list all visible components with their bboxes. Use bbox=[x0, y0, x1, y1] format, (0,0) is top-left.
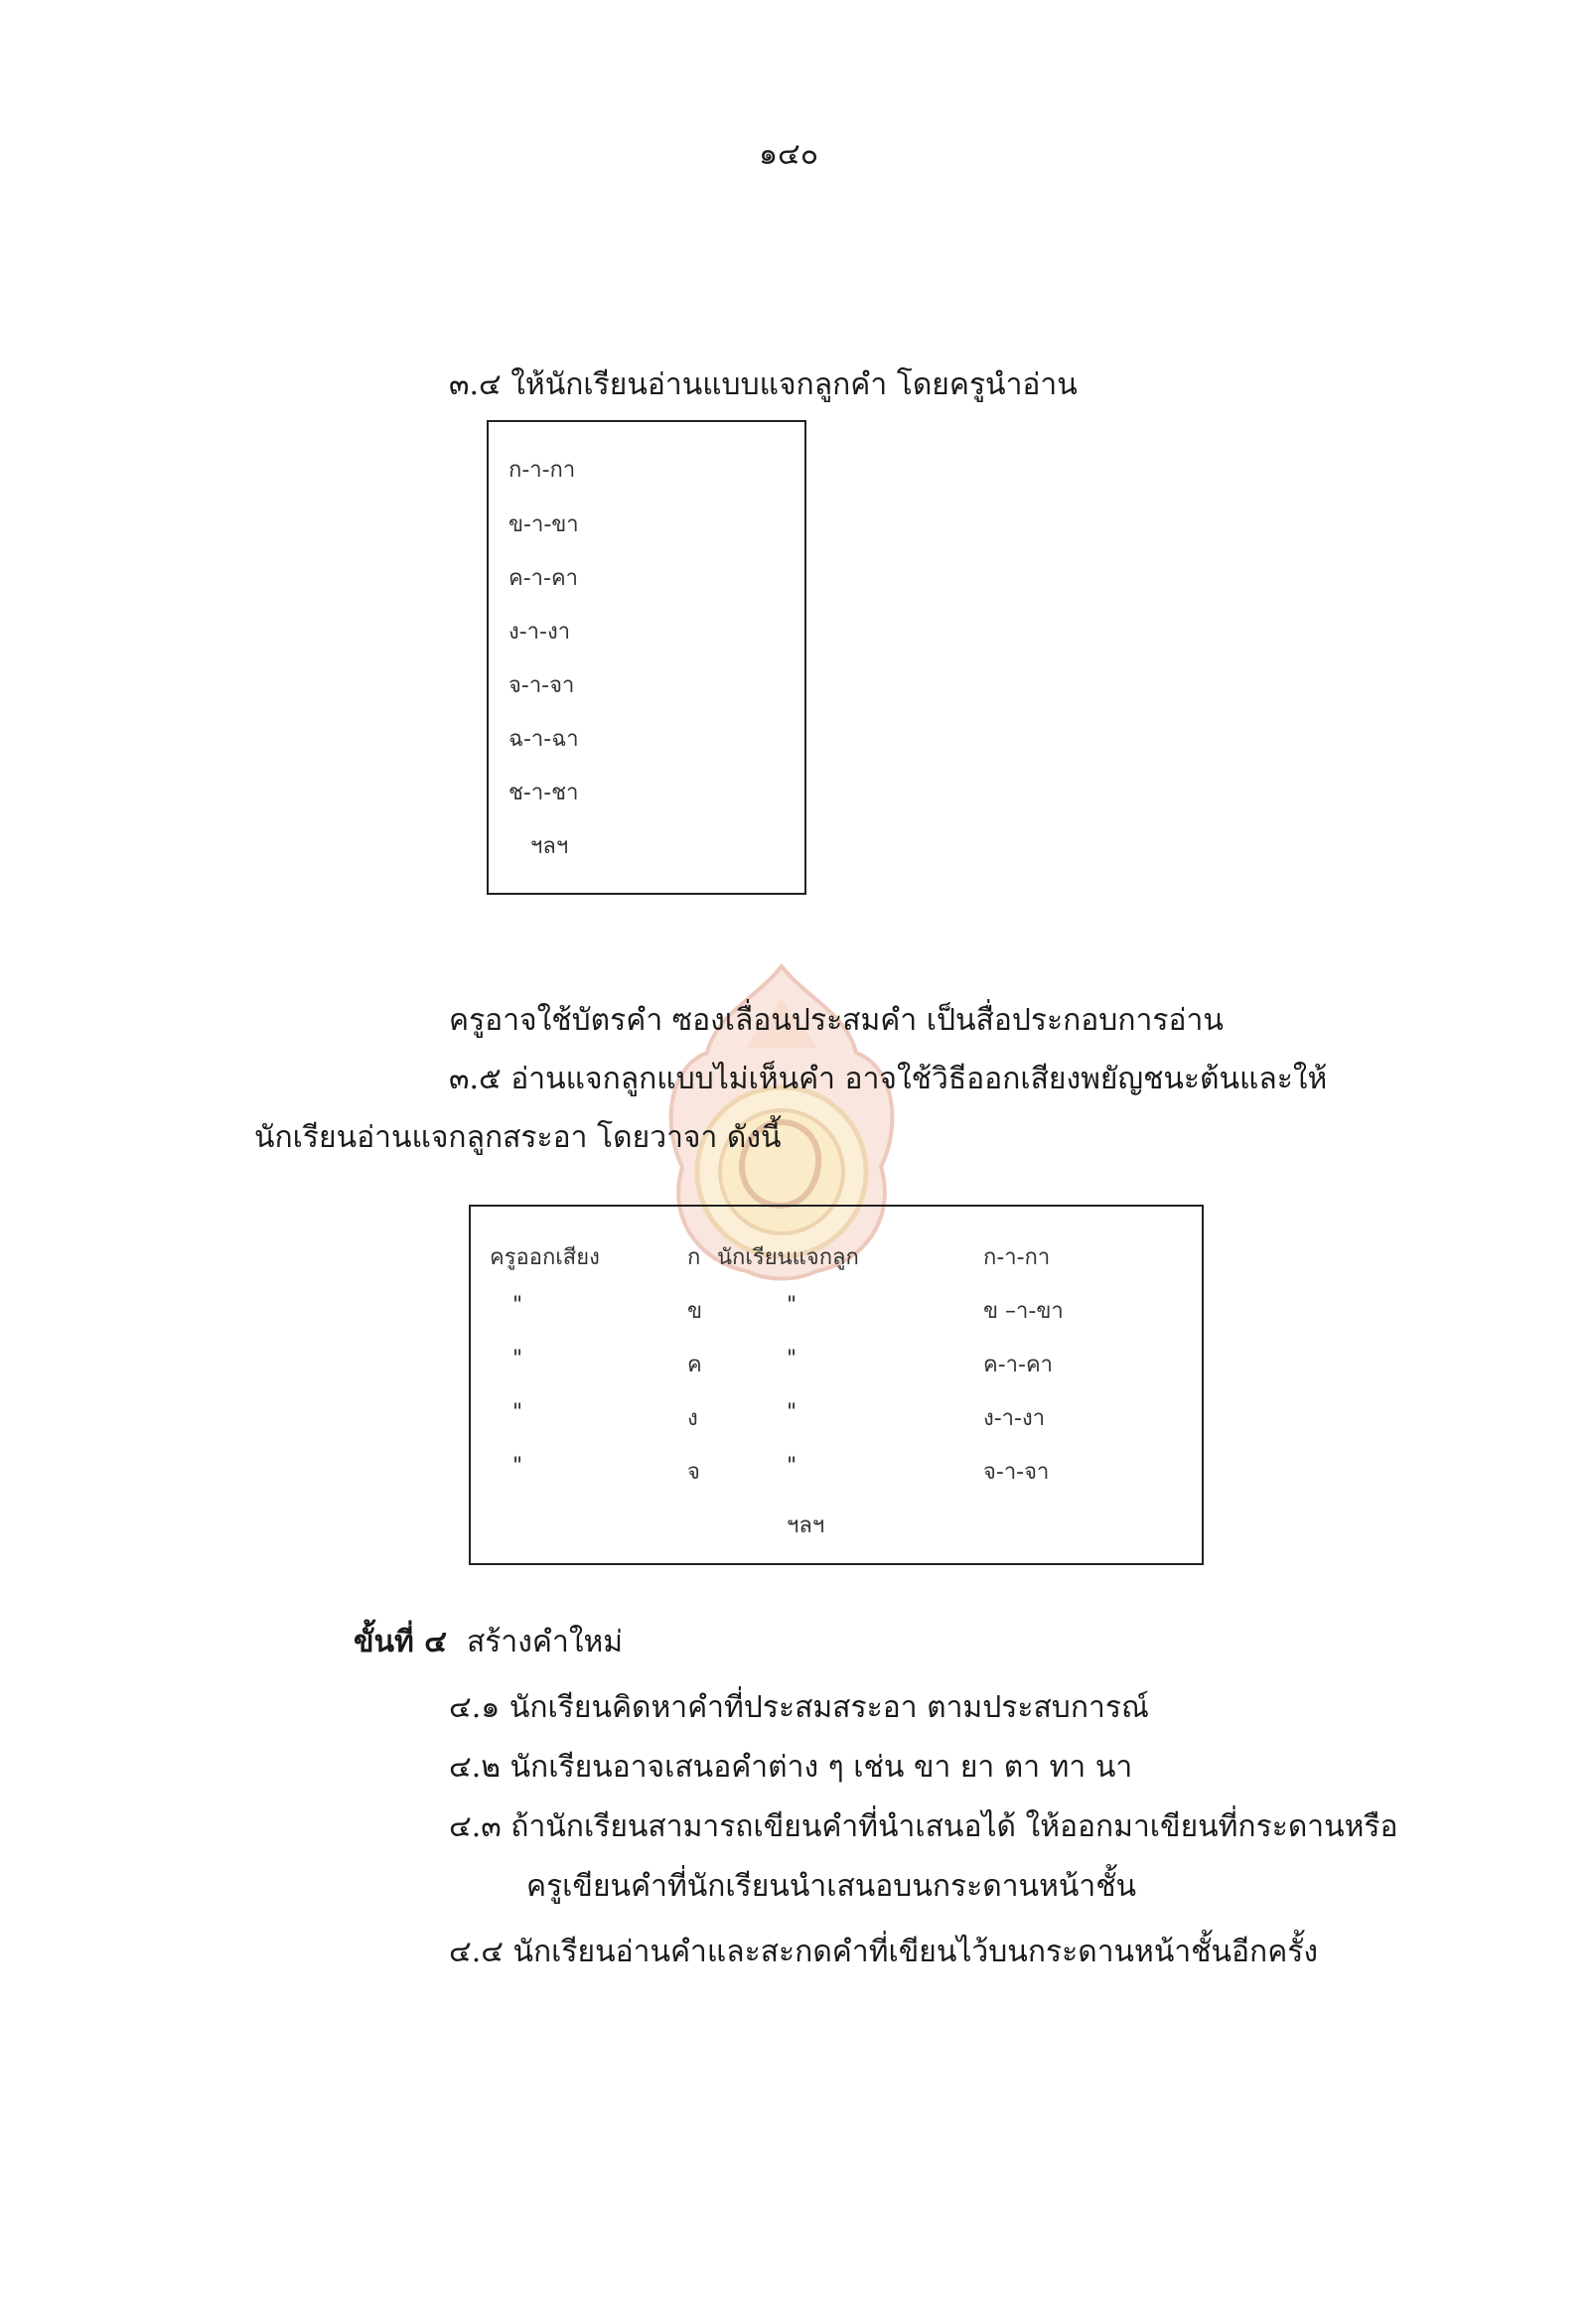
table-cell: ค bbox=[687, 1353, 702, 1377]
table-cell: ข bbox=[687, 1299, 703, 1324]
box-line: จ-า-จา bbox=[508, 673, 575, 698]
table-cell: " bbox=[787, 1347, 798, 1371]
table-cell: ง bbox=[687, 1406, 698, 1431]
box-line: ข-า-ขา bbox=[508, 512, 579, 537]
table-cell: " bbox=[787, 1293, 798, 1318]
table-cell: " bbox=[787, 1454, 798, 1479]
table-cell: ค-า-คา bbox=[983, 1353, 1054, 1377]
box-line: ก-า-กา bbox=[508, 458, 576, 483]
table-cell: ง-า-งา bbox=[983, 1406, 1046, 1431]
box-line-etc: ฯลฯ bbox=[530, 834, 569, 859]
step-4-title: สร้างคำใหม่ bbox=[467, 1625, 624, 1659]
step-4-label: ขั้นที่ ๔ bbox=[354, 1625, 447, 1659]
table-footer-etc: ฯลฯ bbox=[787, 1513, 825, 1538]
table-cell: นักเรียนแจกลูก bbox=[717, 1245, 859, 1270]
table-cell: ข –า-ขา bbox=[983, 1299, 1064, 1324]
box-line: ง-า-งา bbox=[508, 620, 571, 645]
section-3-5-line2: นักเรียนอ่านแจกลูกสระอา โดยวาจา ดังนี้ bbox=[254, 1120, 782, 1155]
box-line: ฉ-า-ฉา bbox=[508, 727, 579, 752]
table-cell: " bbox=[787, 1400, 798, 1425]
table-cell: จ bbox=[687, 1460, 700, 1485]
page-number: ๑๔๐ bbox=[759, 137, 819, 172]
step-4-item: ๔.๔ นักเรียนอ่านคำและสะกดคำที่เขียนไว้บนกระดานหน้าชั้นอีกครั้ง bbox=[449, 1935, 1319, 1969]
table-cell: ครูออกเสียง bbox=[490, 1245, 600, 1270]
section-3-5-line1: ๓.๕ อ่านแจกลูกแบบไม่เห็นคำ อาจใช้วิธีออกเสียงพยัญชนะต้นและให้ bbox=[449, 1062, 1328, 1096]
box-line: ค-า-คา bbox=[508, 566, 579, 591]
table-cell: " bbox=[512, 1347, 523, 1371]
spelling-box bbox=[487, 420, 806, 895]
table-cell: " bbox=[512, 1400, 523, 1425]
table-cell: จ-า-จา bbox=[983, 1460, 1050, 1485]
table-cell: " bbox=[512, 1293, 523, 1318]
section-3-4-heading: ๓.๔ ให้นักเรียนอ่านแบบแจกลูกคำ โดยครูนำอ่าน bbox=[449, 367, 1078, 402]
table-cell: ก bbox=[687, 1245, 701, 1270]
table-cell: ก-า-กา bbox=[983, 1245, 1051, 1270]
note-line: ครูอาจใช้บัตรคำ ซองเลื่อนประสมคำ เป็นสื่อประกอบการอ่าน bbox=[449, 1003, 1224, 1038]
step-4-item: ๔.๑ นักเรียนคิดหาคำที่ประสมสระอา ตามประสบการณ์ bbox=[449, 1690, 1149, 1725]
step-4-item: ๔.๓ ถ้านักเรียนสามารถเขียนคำที่นำเสนอได้ ให้ออกมาเขียนที่กระดานหรือ bbox=[449, 1809, 1398, 1844]
box-line: ช-า-ชา bbox=[508, 781, 579, 805]
step-4-item-continuation: ครูเขียนคำที่นักเรียนนำเสนอบนกระดานหน้าชั้น bbox=[526, 1869, 1137, 1904]
table-cell: " bbox=[512, 1454, 523, 1479]
step-4-item: ๔.๒ นักเรียนอาจเสนอคำต่าง ๆ เช่น ขา ยา ตา ทา นา bbox=[449, 1750, 1133, 1785]
